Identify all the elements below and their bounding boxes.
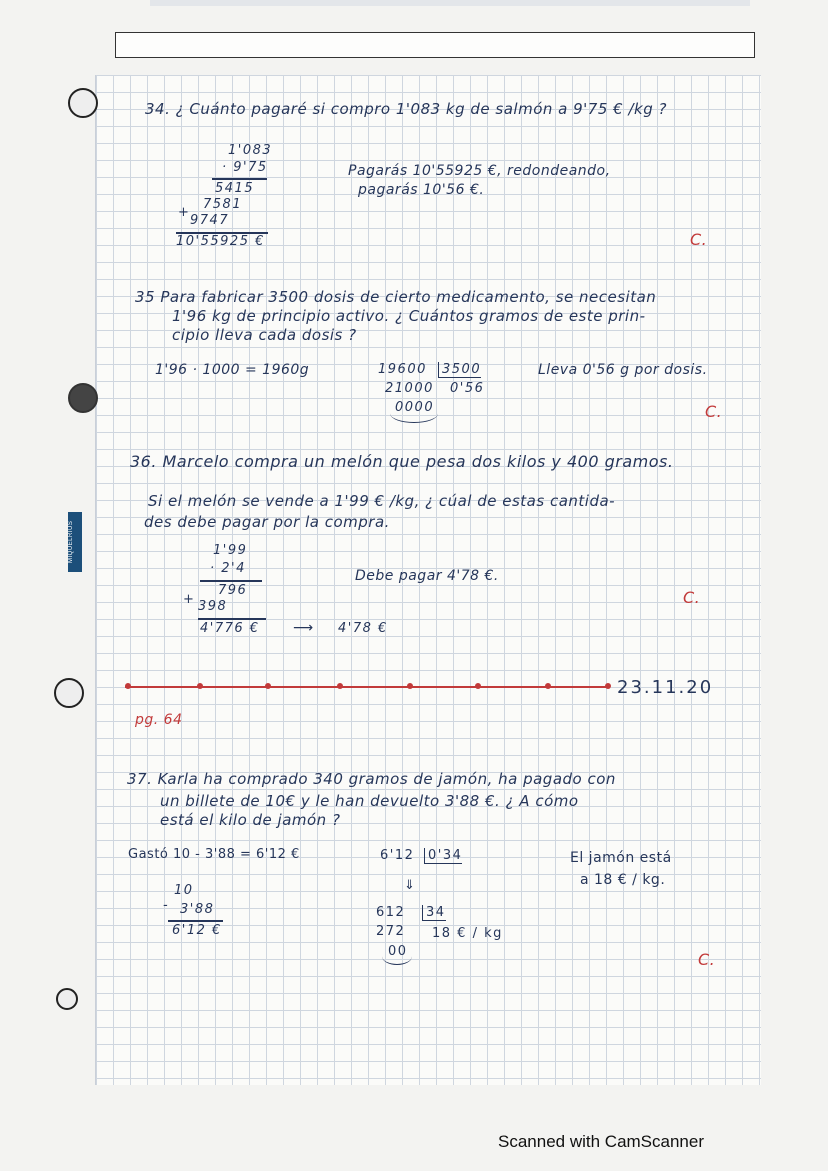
p35-remainder-1: 21000	[385, 381, 434, 396]
p34-rule	[212, 178, 267, 180]
divider-dot	[475, 683, 481, 689]
p37-sub-result: 6'12 €	[172, 923, 222, 938]
p35-divisor: 3500	[438, 362, 481, 378]
p37-sub-b: 3'88	[180, 902, 215, 917]
p36-arrow: ⟶	[293, 620, 314, 636]
p36-rule	[200, 580, 262, 582]
p37-sub-minus: -	[163, 898, 170, 913]
p36-result: 4'776 €	[200, 621, 260, 636]
binder-hole	[68, 88, 98, 118]
p37-div1-dividend: 6'12	[380, 848, 415, 863]
p36-rounded: 4'78 €	[338, 621, 388, 636]
p37-answer-line-2: a 18 € / kg.	[580, 872, 666, 888]
p37-answer-line-1: El jamón está	[570, 850, 672, 866]
divider-dot	[407, 683, 413, 689]
p37-remainder-circle	[382, 948, 412, 965]
p35-answer: Lleva 0'56 g por dosis.	[538, 362, 708, 378]
problem-36-line-1: 36. Marcelo compra un melón que pesa dos kilos y 400 gramos.	[130, 452, 674, 471]
p36-operand-2: · 2'4	[210, 561, 246, 576]
p37-div2-rem1: 272	[376, 924, 406, 939]
p36-answer: Debe pagar 4'78 €.	[355, 568, 499, 584]
p35-grade: C.	[705, 402, 723, 421]
p37-div2-divisor: 34	[422, 905, 446, 921]
page-reference: pg. 64	[135, 712, 183, 728]
binder-hole	[54, 678, 84, 708]
p34-answer-line-2: pagarás 10'56 €.	[358, 182, 485, 198]
p34-plus: +	[178, 205, 191, 220]
problem-35-line-2: 1'96 kg de principio activo. ¿ Cuántos gramos de este prin-	[172, 307, 646, 325]
date: 23.11.20	[617, 677, 714, 698]
problem-37-line-1: 37. Karla ha comprado 340 gramos de jamón, ha pagado con	[127, 770, 616, 788]
problem-37-line-3: está el kilo de jamón ?	[160, 811, 341, 829]
header-box	[115, 32, 755, 58]
problem-35-line-1: 35 Para fabricar 3500 dosis de cierto medicamento, se necesitan	[135, 288, 657, 306]
p36-grade: C.	[683, 588, 701, 607]
p37-sub-a: 10	[174, 883, 194, 898]
problem-36-line-2: Si el melón se vende a 1'99 € /kg, ¿ cúal de estas cantida-	[148, 492, 616, 510]
p34-partial-1: 5415	[215, 181, 255, 196]
p36-partial-1: 796	[218, 583, 248, 598]
brand-logo: MIQUELRIUS	[68, 512, 82, 572]
scanner-watermark: Scanned with CamScanner	[498, 1132, 705, 1151]
p35-quotient: 0'56	[450, 381, 485, 396]
p34-operand-2: · 9'75	[222, 160, 268, 175]
divider-dot	[197, 683, 203, 689]
p37-grade: C.	[698, 950, 716, 969]
problem-35-line-3: cipio lleva cada dosis ?	[172, 326, 357, 344]
p34-grade: C.	[690, 230, 708, 249]
p35-remainder-circle	[390, 404, 438, 423]
binder-hole	[56, 988, 78, 1010]
p34-answer-line-1: Pagarás 10'55925 €, redondeando,	[348, 163, 611, 179]
p35-dividend: 19600	[378, 362, 427, 377]
date-divider	[125, 686, 610, 688]
p36-rule	[198, 618, 266, 620]
p37-rule	[168, 920, 223, 922]
top-edge	[150, 0, 750, 6]
problem-37-line-2: un billete de 10€ y le han devuelto 3'88 €. ¿ A cómo	[160, 792, 579, 810]
p35-remainder-2: 0000	[395, 400, 435, 415]
problem-36-line-3: des debe pagar por la compra.	[144, 513, 390, 531]
p36-plus: +	[183, 592, 196, 607]
divider-dot	[605, 683, 611, 689]
p37-div2-dividend: 612	[376, 905, 406, 920]
binder-hole	[68, 383, 98, 413]
p35-conversion: 1'96 · 1000 = 1960g	[155, 362, 310, 378]
p34-partial-2: 7581	[203, 197, 243, 212]
p34-partial-3: 9747	[190, 213, 230, 228]
divider-dot	[265, 683, 271, 689]
p36-operand-1: 1'99	[213, 543, 248, 558]
p37-div2-rem2: 00	[388, 944, 408, 959]
problem-34-question: 34. ¿ Cuánto pagaré si compro 1'083 kg de salmón a 9'75 € /kg ?	[145, 100, 667, 118]
p37-spent: Gastó 10 - 3'88 = 6'12 €	[128, 847, 300, 862]
divider-dot	[545, 683, 551, 689]
divider-dot	[125, 683, 131, 689]
p37-div1-divisor: 0'34	[424, 848, 462, 864]
p34-result: 10'55925 €	[176, 234, 265, 249]
p37-div2-quotient: 18 € / kg	[432, 926, 503, 941]
p34-operand-1: 1'083	[228, 143, 273, 158]
divider-dot	[337, 683, 343, 689]
p37-arrow-down: ⇓	[404, 878, 415, 893]
p36-partial-2: 398	[198, 599, 228, 614]
